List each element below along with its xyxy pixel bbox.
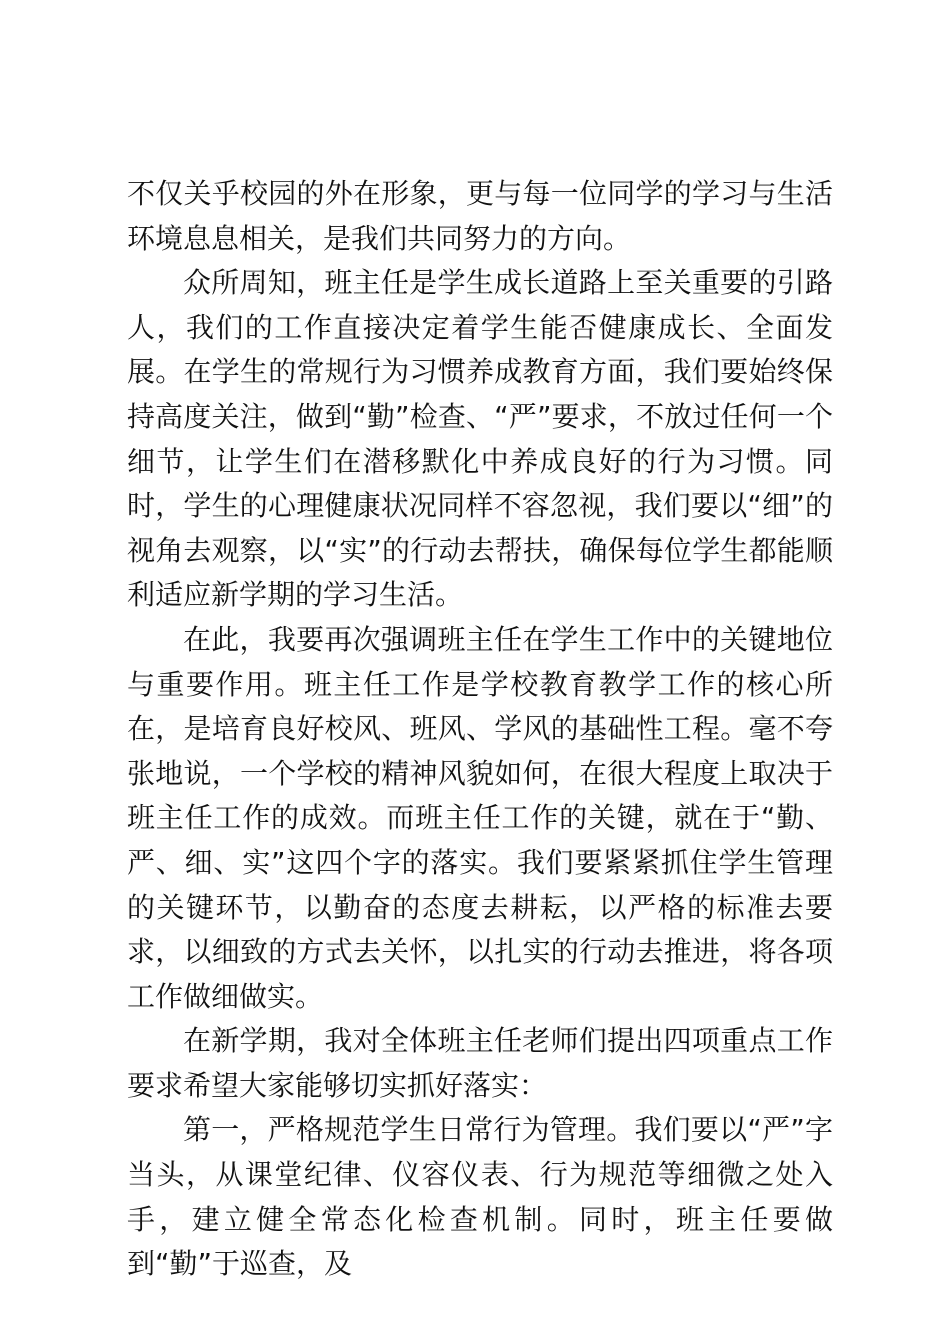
paragraph-key-position: 在此，我要再次强调班主任在学生工作中的关键地位与重要作用。班主任工作是学校教育教学工作的核心所在，是培育良好校风、班风、学风的基础性工程。毫不夸张地说，一个学校的精神风貌如何，在很大程度上取决于班主任工作的成效。而班主任工作的关键，就在于“勤、严、细、实”这四个字的落实。我们要紧紧抓住学生管理的关键环节，以勤奋的态度去耕耘，以严格的标准去要求，以细致的方式去关怀，以扎实的行动去推进，将各项工作做细做实。 [127,622,833,1013]
paragraph-continuation: 不仅关乎校园的外在形象，更与每一位同学的学习与生活环境息息相关，是我们共同努力的方向。 [127,177,833,255]
paragraph-class-teacher-role: 众所周知，班主任是学生成长道路上至关重要的引路人，我们的工作直接决定着学生能否健康成长、全面发展。在学生的常规行为习惯养成教育方面，我们要始终保持高度关注，做到“勤”检查、“严”要求，不放过任何一个细节，让学生们在潜移默化中养成良好的行为习惯。同时，学生的心理健康状况同样不容忽视，我们要以“细”的视角去观察，以“实”的行动去帮扶，确保每位学生都能顺利适应新学期的学习生活。 [127,266,833,612]
paragraph-new-semester-requirements: 在新学期，我对全体班主任老师们提出四项重点工作要求希望大家能够切实抓好落实： [127,1024,833,1102]
paragraph-first-requirement: 第一，严格规范学生日常行为管理。我们要以“严”字当头，从课堂纪律、仪容仪表、行为规范等细微之处入手，建立健全常态化检查机制。同时，班主任要做到“勤”于巡查，及 [127,1113,833,1281]
body-text [127,172,833,1287]
